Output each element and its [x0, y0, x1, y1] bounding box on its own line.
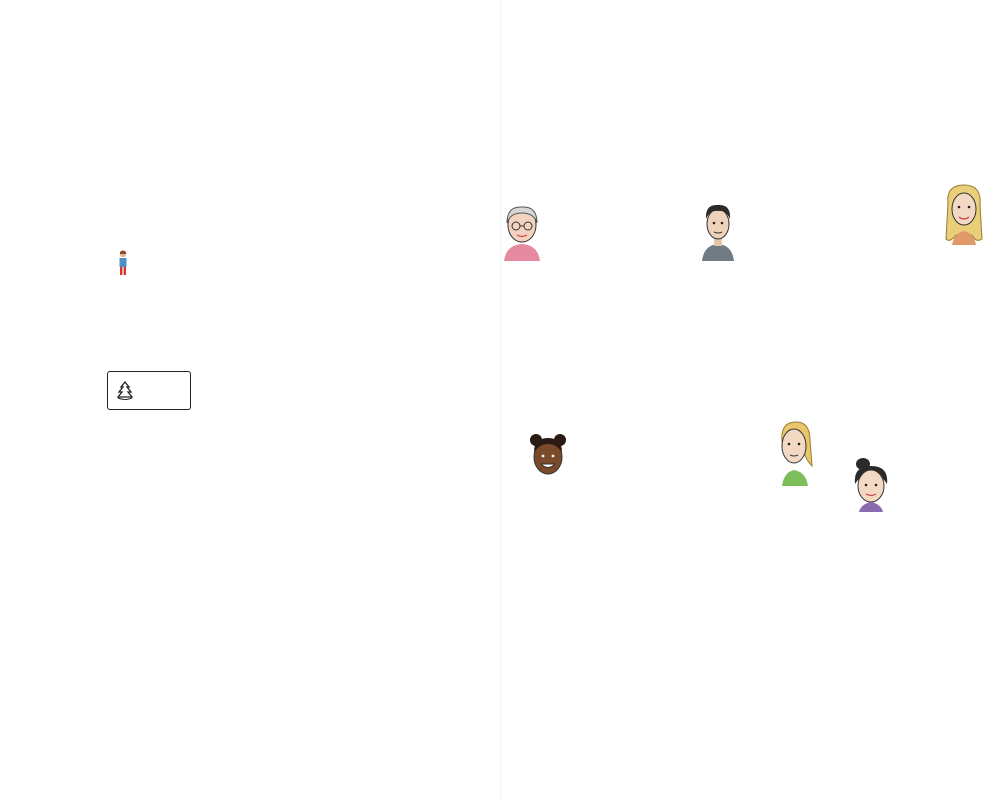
fsc-tree-icon — [114, 381, 136, 401]
girl-curly-portrait-icon — [526, 430, 570, 480]
grandma-portrait-icon — [501, 203, 543, 261]
mira-figure-icon — [117, 250, 129, 276]
girl-dark-hair-portrait-icon — [849, 456, 893, 512]
fsc-logo — [108, 372, 142, 409]
fsc-label — [107, 371, 191, 410]
page-gutter — [500, 0, 501, 800]
girl-blonde-portrait-icon — [942, 183, 986, 249]
boy-portrait-icon — [698, 199, 738, 261]
girl-ponytail-portrait-icon — [774, 416, 816, 486]
